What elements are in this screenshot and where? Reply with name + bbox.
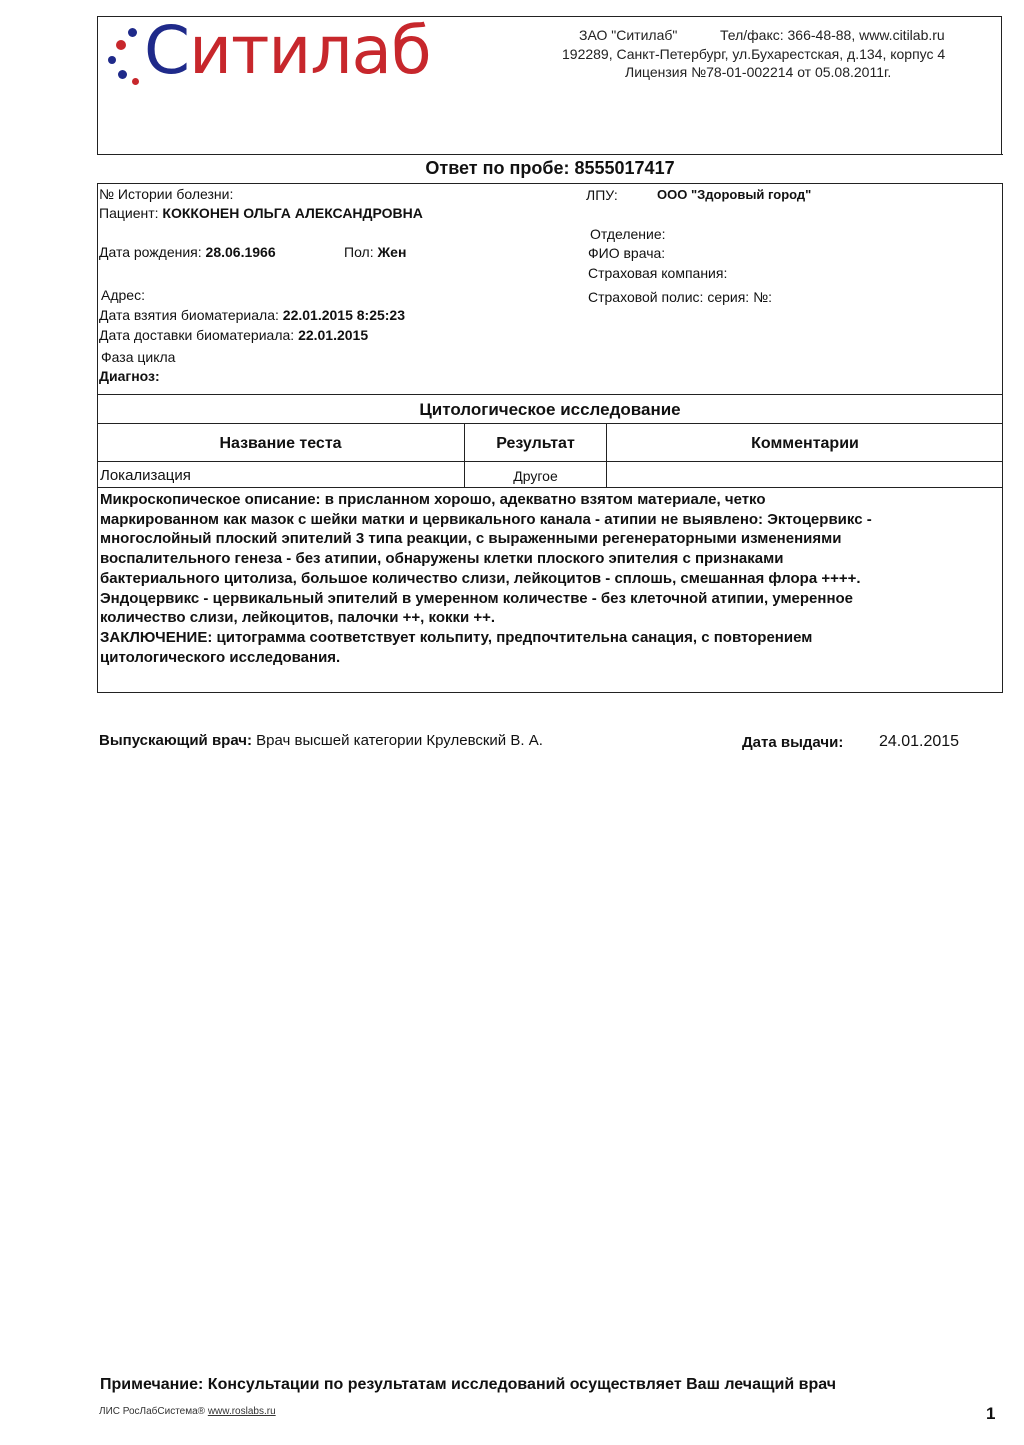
history-label: № Истории болезни: <box>99 186 234 202</box>
lpu-value: ООО "Здоровый город" <box>657 187 812 202</box>
issuing-doctor-label: Выпускающий врач: <box>99 732 252 749</box>
table-divider <box>97 461 1003 462</box>
logo-dot-icon <box>118 70 127 79</box>
company-license: Лицензия №78-01-002214 от 05.08.2011г. <box>625 64 892 80</box>
delivery-row <box>99 327 368 343</box>
logo-letter: С <box>144 12 190 89</box>
citilab-logo <box>104 12 434 94</box>
sex-row <box>344 244 406 260</box>
logo-dot-icon <box>132 78 139 85</box>
lis-link[interactable]: www.roslabs.ru <box>207 1406 276 1417</box>
patient-label: Пациент: <box>99 205 159 221</box>
address-label: Адрес: <box>101 287 145 303</box>
company-name: ЗАО "Ситилаб" <box>579 27 678 43</box>
logo-wordmark <box>144 12 431 89</box>
logo-dot-icon <box>108 56 116 64</box>
description-line: ЗАКЛЮЧЕНИЕ: цитограмма соответствует кольпиту, предпочтительна санация, с повторением <box>100 628 813 646</box>
description-line: Микроскопическое описание: в присланном хорошо, адекватно взятом материале, четко <box>100 491 766 508</box>
phase-label: Фаза цикла <box>101 349 176 365</box>
consultation-note: Примечание: Консультации по результатам исследований осуществляет Ваш лечащий врач <box>100 1376 836 1393</box>
description-line: многослойный плоский эпителий 3 типа реакции, с выраженными регенераторными изменениями <box>100 530 842 548</box>
company-contacts: Тел/факс: 366-48-88, www.citilab.ru <box>720 27 945 43</box>
lpu-label: ЛПУ: <box>586 187 618 203</box>
logo-dot-icon <box>116 40 126 50</box>
collection-value: 22.01.2015 8:25:23 <box>282 307 405 323</box>
description-line: воспалительного генеза - без атипии, обнаружены клетки плоского эпителия с признаками <box>100 550 784 568</box>
column-header-comment: Комментарии <box>751 435 859 452</box>
issuing-doctor <box>99 732 543 749</box>
collection-row <box>99 307 405 323</box>
sample-title: Ответ по пробе: 8555017417 <box>425 158 675 178</box>
logo-word: итилаб <box>189 12 431 89</box>
description-line: цитологического исследования. <box>100 648 341 666</box>
delivery-label: Дата доставки биоматериала: <box>99 327 295 343</box>
page-number: 1 <box>986 1404 996 1423</box>
company-address: 192289, Санкт-Петербург, ул.Бухарестская, д.134, корпус 4 <box>562 46 946 62</box>
diagnosis-label: Диагноз: <box>99 368 160 384</box>
description-line: бактериального цитолиза, большое количество слизи, лейкоцитов - сплошь, смешанная флора ++++. <box>100 569 861 587</box>
dob-value: 28.06.1966 <box>205 244 276 260</box>
logo-dot-icon <box>128 28 137 37</box>
microscopic-description <box>100 490 1000 667</box>
delivery-value: 22.01.2015 <box>298 327 369 343</box>
doctor-label: ФИО врача: <box>588 245 666 261</box>
description-line: количество слизи, лейкоцитов, палочки ++, кокки ++. <box>100 609 496 627</box>
issue-date-value: 24.01.2015 <box>879 733 960 750</box>
description-line: маркированном как мазок с шейки матки и цервикального канала - атипии не выявлено: Эктоцервикс - <box>100 510 872 528</box>
patient-name: КОККОНЕН ОЛЬГА АЛЕКСАНДРОВНА <box>162 205 423 221</box>
lis-credit <box>99 1406 276 1417</box>
issue-date-label: Дата выдачи: <box>742 734 844 751</box>
lis-label: ЛИС РосЛабСистема® <box>99 1406 206 1417</box>
table-cell-result: Другое <box>513 468 558 484</box>
cytology-title: Цитологическое исследование <box>419 400 681 419</box>
policy-label: Страховой полис: серия: №: <box>588 289 772 305</box>
patient-row <box>99 205 423 221</box>
insurance-label: Страховая компания: <box>588 265 728 281</box>
collection-label: Дата взятия биоматериала: <box>99 307 279 323</box>
column-header-test: Название теста <box>219 435 342 452</box>
department-label: Отделение: <box>590 226 666 242</box>
column-header-result: Результат <box>496 435 575 452</box>
sex-value: Жен <box>377 244 407 260</box>
table-divider <box>606 424 607 488</box>
description-line: Эндоцервикс - цервикальный эпителий в умеренном количестве - без клеточной атипии, умеренное <box>100 589 854 607</box>
dob-label: Дата рождения: <box>99 244 202 260</box>
table-cell-test: Локализация <box>100 467 191 484</box>
dob-row <box>99 244 276 260</box>
sex-label: Пол: <box>344 244 374 260</box>
issuing-doctor-value: Врач высшей категории Крулевский В. А. <box>256 732 543 749</box>
